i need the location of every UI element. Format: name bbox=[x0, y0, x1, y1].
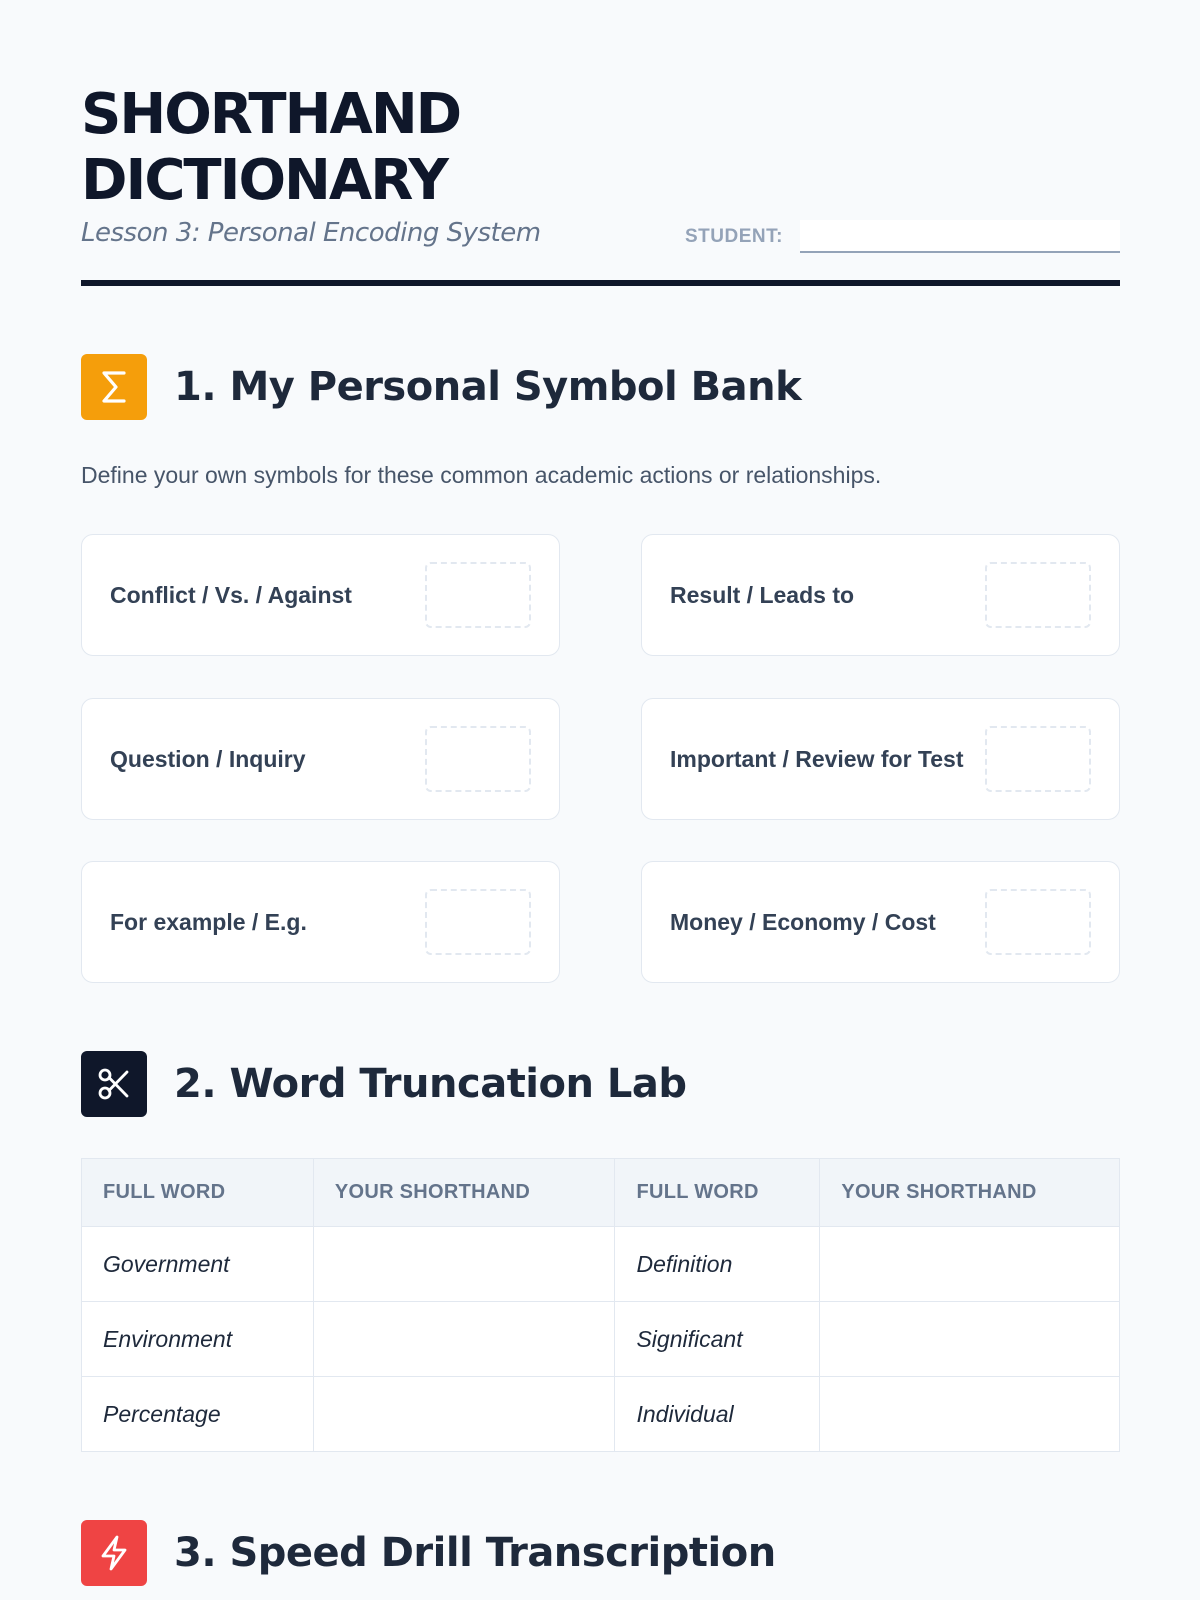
full-word-cell: Environment bbox=[82, 1302, 314, 1377]
symbol-drawing-box[interactable] bbox=[425, 889, 531, 955]
section-1-instructions: Define your own symbols for these common academic actions or relationships. bbox=[81, 462, 882, 488]
lightning-icon bbox=[81, 1520, 147, 1586]
symbol-card-label: Money / Economy / Cost bbox=[670, 908, 936, 935]
shorthand-cell[interactable] bbox=[313, 1302, 615, 1377]
page-title: SHORTHAND DICTIONARY bbox=[81, 82, 461, 213]
column-header: YOUR SHORTHAND bbox=[820, 1159, 1120, 1227]
symbol-drawing-box[interactable] bbox=[985, 726, 1091, 792]
symbol-card bbox=[81, 861, 560, 983]
section-1-title: 1. My Personal Symbol Bank bbox=[174, 364, 802, 410]
page-subtitle: Lesson 3: Personal Encoding System bbox=[81, 218, 541, 248]
table-row bbox=[82, 1302, 1120, 1377]
symbol-card-label: Conflict / Vs. / Against bbox=[110, 581, 352, 608]
full-word-cell: Individual bbox=[615, 1377, 820, 1452]
table-header-row bbox=[82, 1159, 1120, 1227]
full-word-cell: Significant bbox=[615, 1302, 820, 1377]
student-label: STUDENT: bbox=[685, 226, 783, 247]
symbol-card bbox=[641, 861, 1120, 983]
full-word-cell: Definition bbox=[615, 1227, 820, 1302]
full-word-cell: Percentage bbox=[82, 1377, 314, 1452]
symbol-drawing-box[interactable] bbox=[425, 726, 531, 792]
symbol-card bbox=[641, 534, 1120, 656]
column-header: YOUR SHORTHAND bbox=[313, 1159, 615, 1227]
column-header: FULL WORD bbox=[615, 1159, 820, 1227]
table-row bbox=[82, 1227, 1120, 1302]
truncation-table bbox=[81, 1158, 1120, 1452]
symbol-card bbox=[81, 698, 560, 820]
symbol-drawing-box[interactable] bbox=[985, 889, 1091, 955]
header-divider bbox=[81, 280, 1120, 286]
symbol-drawing-box[interactable] bbox=[425, 562, 531, 628]
student-name-field[interactable] bbox=[800, 220, 1120, 253]
shorthand-cell[interactable] bbox=[820, 1227, 1120, 1302]
symbol-card-label: For example / E.g. bbox=[110, 908, 307, 935]
section-1-heading bbox=[81, 354, 801, 420]
symbol-card-label: Question / Inquiry bbox=[110, 745, 306, 772]
column-header: FULL WORD bbox=[82, 1159, 314, 1227]
sigma-icon bbox=[81, 354, 147, 420]
section-2-heading bbox=[81, 1051, 687, 1117]
table-row bbox=[82, 1377, 1120, 1452]
section-3-heading bbox=[81, 1520, 776, 1586]
section-2-title: 2. Word Truncation Lab bbox=[174, 1061, 687, 1107]
symbol-card bbox=[81, 534, 560, 656]
shorthand-cell[interactable] bbox=[313, 1377, 615, 1452]
shorthand-cell[interactable] bbox=[820, 1302, 1120, 1377]
scissors-icon bbox=[81, 1051, 147, 1117]
full-word-cell: Government bbox=[82, 1227, 314, 1302]
symbol-drawing-box[interactable] bbox=[985, 562, 1091, 628]
symbol-card-label: Result / Leads to bbox=[670, 581, 855, 608]
symbol-card-label: Important / Review for Test bbox=[670, 745, 964, 772]
shorthand-cell[interactable] bbox=[820, 1377, 1120, 1452]
section-3-title: 3. Speed Drill Transcription bbox=[174, 1530, 776, 1576]
symbol-card bbox=[641, 698, 1120, 820]
shorthand-cell[interactable] bbox=[313, 1227, 615, 1302]
